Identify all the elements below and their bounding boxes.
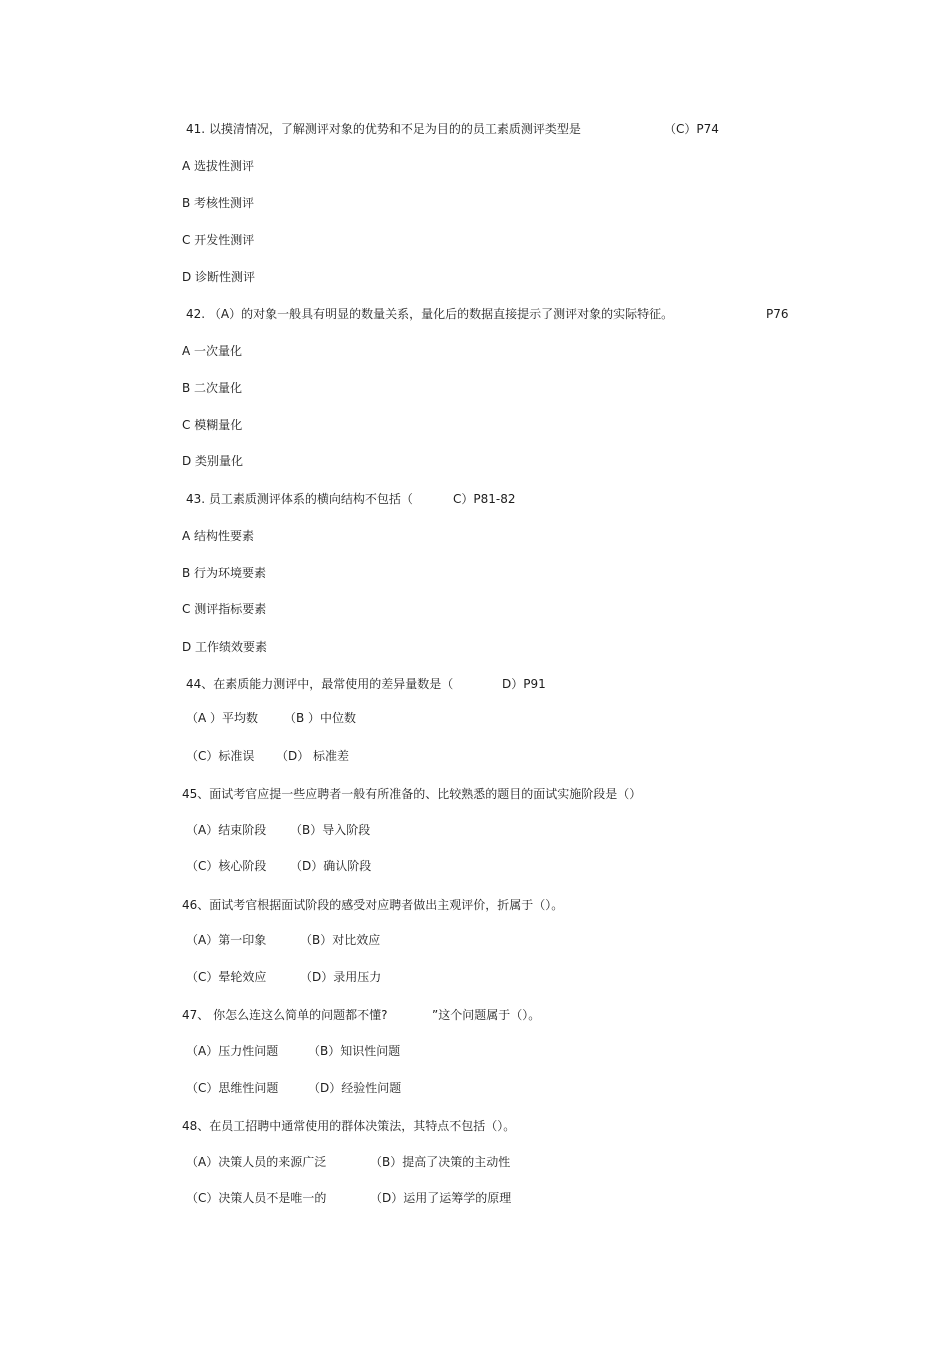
q48-option-a: （A）决策人员的来源广泛 xyxy=(186,1155,327,1169)
q45-option-a: （A）结束阶段 xyxy=(186,823,267,837)
q48-option-d: （D）运用了运筹学的原理 xyxy=(370,1191,512,1205)
q48-option-b: （B）提高了决策的主动性 xyxy=(370,1155,511,1169)
q46-option-b: （B）对比效应 xyxy=(300,933,381,947)
q48-stem: 48、在员工招聘中通常使用的群体决策法，其特点不包括（）。 xyxy=(182,1119,516,1133)
q47-answer: ”这个问题属于（）。 xyxy=(432,1008,541,1022)
q43-option-a: A 结构性要素 xyxy=(182,529,255,543)
q44-option-a: （A ）平均数 xyxy=(186,711,259,725)
q47-stem: 47、 你怎么连这么简单的问题都不懂? xyxy=(182,1008,388,1022)
q43-option-c: C 测评指标要素 xyxy=(182,602,267,616)
q44-answer: D）P91 xyxy=(502,677,546,691)
q43-option-d: D 工作绩效要素 xyxy=(182,640,268,654)
q43-answer: C）P81-82 xyxy=(453,492,516,506)
q42-option-b: B 二次量化 xyxy=(182,381,243,395)
q46-option-d: （D）录用压力 xyxy=(300,970,382,984)
q41-stem: 41. 以摸清情况，了解测评对象的优势和不足为目的的员工素质测评类型是 xyxy=(186,122,581,136)
q41-option-a: A 选拔性测评 xyxy=(182,159,255,173)
q43-stem: 43. 员工素质测评体系的横向结构不包括（ xyxy=(186,492,413,506)
q42-option-d: D 类别量化 xyxy=(182,454,244,468)
q45-stem: 45、面试考官应提一些应聘者一般有所准备的、比较熟悉的题目的面试实施阶段是（） xyxy=(182,787,642,801)
q42-option-a: A 一次量化 xyxy=(182,344,243,358)
q45-option-b: （B）导入阶段 xyxy=(290,823,371,837)
q45-option-d: （D）确认阶段 xyxy=(290,859,372,873)
q44-option-d: （D） 标准差 xyxy=(276,749,350,763)
q45-option-c: （C）核心阶段 xyxy=(186,859,267,873)
q48-option-c: （C）决策人员不是唯一的 xyxy=(186,1191,327,1205)
q42-stem: 42. （A）的对象一般具有明显的数量关系，量化后的数据直接提示了测评对象的实际特征。 xyxy=(186,307,674,321)
q46-option-c: （C）晕轮效应 xyxy=(186,970,267,984)
q42-answer: P76 xyxy=(766,307,789,321)
q43-option-b: B 行为环境要素 xyxy=(182,566,267,580)
q46-option-a: （A）第一印象 xyxy=(186,933,267,947)
q41-option-b: B 考核性测评 xyxy=(182,196,255,210)
q41-option-c: C 开发性测评 xyxy=(182,233,255,247)
q42-option-c: C 模糊量化 xyxy=(182,418,243,432)
q41-option-d: D 诊断性测评 xyxy=(182,270,256,284)
q44-stem: 44、在素质能力测评中，最常使用的差异量数是（ xyxy=(186,677,454,691)
q47-option-a: （A）压力性问题 xyxy=(186,1044,279,1058)
q44-option-c: （C）标准误 xyxy=(186,749,255,763)
q46-stem: 46、面试考官根据面试阶段的感受对应聘者做出主观评价，折属于（）。 xyxy=(182,898,564,912)
q47-option-d: （D）经验性问题 xyxy=(308,1081,402,1095)
q47-option-b: （B）知识性问题 xyxy=(308,1044,401,1058)
q44-option-b: （B ）中位数 xyxy=(284,711,357,725)
q47-option-c: （C）思维性问题 xyxy=(186,1081,279,1095)
q41-answer: （C）P74 xyxy=(664,122,719,136)
